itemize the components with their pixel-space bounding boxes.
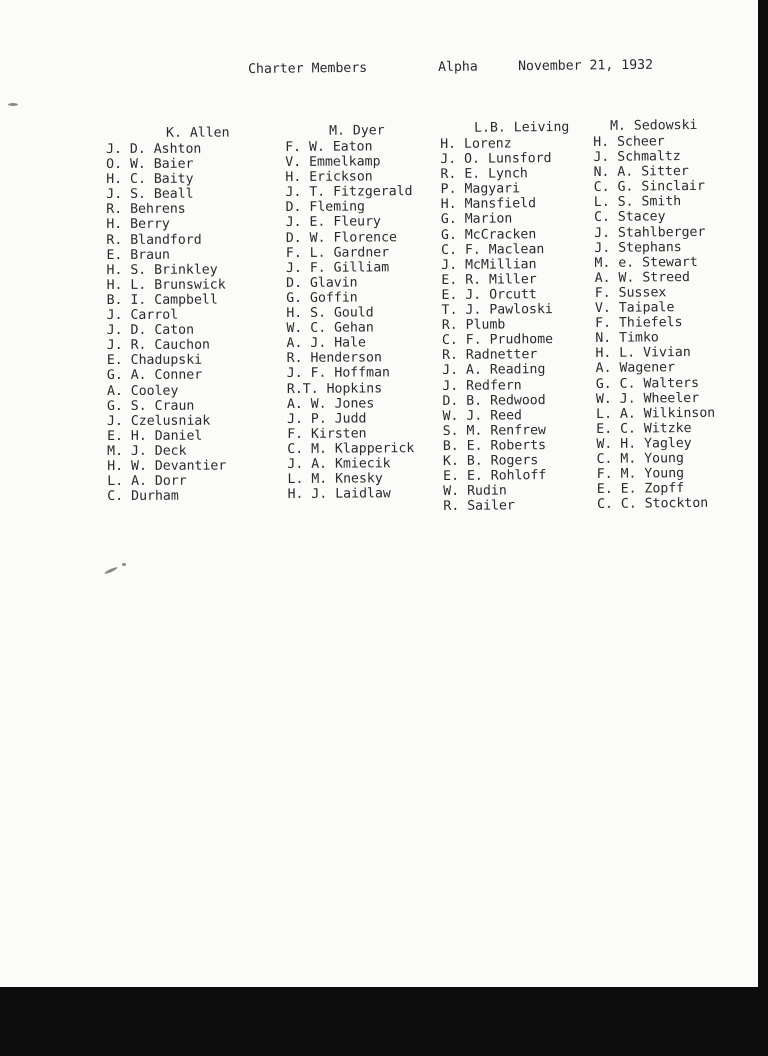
member-name: A. J. Hale <box>286 335 366 352</box>
member-name: H. Mansfield <box>440 196 537 213</box>
member-name: O. W. Baier <box>106 156 194 173</box>
member-name: R. Behrens <box>106 202 186 218</box>
chapter-name: Alpha <box>437 59 478 76</box>
member-name: T. J. Pawloski <box>441 302 553 319</box>
member-name: H. Scheer <box>593 134 665 150</box>
member-name: G. A. Conner <box>106 368 203 384</box>
member-name: R. E. Lynch <box>440 166 528 183</box>
member-column-3 <box>440 120 573 514</box>
member-name: E. E. Rohloff <box>443 468 547 485</box>
member-name: G. S. Craun <box>106 398 195 414</box>
member-name: R.T. Hopkins <box>286 380 383 397</box>
member-name: C. Durham <box>107 488 179 505</box>
member-name: H. L. Vivian <box>595 345 691 362</box>
member-name: H. W. Devantier <box>107 458 227 474</box>
paper-speck <box>122 563 126 566</box>
member-name: M. e. Stewart <box>594 254 698 271</box>
member-list <box>106 142 231 505</box>
member-list <box>440 136 573 514</box>
member-name: E. H. Daniel <box>107 428 203 444</box>
member-name: E. Braun <box>106 247 171 263</box>
member-name: H. J. Laidlaw <box>287 486 391 503</box>
member-name: R. Blandford <box>106 232 202 248</box>
member-name: C. G. Sinclair <box>593 179 705 196</box>
member-name: L. S. Smith <box>593 194 682 211</box>
member-name: H. Erickson <box>285 169 373 186</box>
member-name: H. L. Brunswick <box>106 277 226 293</box>
member-column-2 <box>285 123 415 502</box>
member-name: G. C. Walters <box>595 375 700 392</box>
member-name: H. C. Baity <box>106 171 194 188</box>
member-name: R. Plumb <box>441 317 506 334</box>
member-name: F. Sussex <box>594 285 667 301</box>
member-name: J. P. Judd <box>287 411 367 427</box>
paper-speck <box>8 103 18 106</box>
document-date: November 21, 1932 <box>517 57 654 75</box>
member-name: J. O. Lunsford <box>440 151 552 168</box>
member-name: H. Berry <box>106 217 170 233</box>
member-name: A. Cooley <box>106 383 179 399</box>
member-name: D. Glavin <box>286 275 358 291</box>
member-name: D. Fleming <box>285 199 366 216</box>
member-name: B. I. Campbell <box>106 292 218 308</box>
member-name: R. Henderson <box>286 350 382 367</box>
member-name: C. M. Young <box>596 451 684 467</box>
member-name: J. Czelusniak <box>107 413 211 429</box>
member-name: S. M. Renfrew <box>442 422 546 439</box>
member-name: J. Stahlberger <box>594 224 706 241</box>
member-name: H. S. Gould <box>286 305 374 322</box>
member-name: A. Wagener <box>595 360 676 377</box>
member-name: D. B. Redwood <box>442 392 546 409</box>
member-name: E. Chadupski <box>106 352 203 369</box>
member-name: F. Kirsten <box>287 426 367 442</box>
member-name: J. D. Ashton <box>106 141 202 157</box>
member-name: M. J. Deck <box>107 443 187 459</box>
member-name: G. McCracken <box>440 226 537 243</box>
member-name: J. R. Cauchon <box>106 337 211 354</box>
member-name: A. W. Jones <box>286 395 375 412</box>
member-list <box>593 134 716 513</box>
member-list <box>285 139 415 502</box>
member-name: J. F. Gilliam <box>285 260 390 276</box>
member-name: C. F. Maclean <box>441 241 545 258</box>
member-column-4 <box>593 118 716 513</box>
member-name: W. H. Yagley <box>596 435 692 452</box>
member-name: F. Thiefels <box>595 315 683 332</box>
member-name: F. M. Young <box>596 466 685 483</box>
member-name: L. A. Wilkinson <box>596 405 716 422</box>
member-name: G. Goffin <box>286 290 358 306</box>
member-name: W. Rudin <box>443 483 507 500</box>
member-name: J. Stephans <box>594 239 682 256</box>
member-name: J. Schmaltz <box>593 149 681 166</box>
member-name: J. F. Hoffman <box>286 365 391 382</box>
member-name: V. Emmelkamp <box>285 154 381 171</box>
column-heading: L.B. Leiving <box>473 119 570 136</box>
member-name: E. C. Witzke <box>596 420 692 437</box>
member-name: H. S. Brinkley <box>106 262 218 278</box>
column-heading: M. Sedowski <box>609 117 698 134</box>
member-name: R. Radnetter <box>441 347 538 364</box>
member-name: B. E. Roberts <box>442 437 547 454</box>
member-name: D. W. Florence <box>285 229 398 246</box>
member-name: R. Sailer <box>443 498 515 515</box>
member-name: E. R. Miller <box>441 272 537 288</box>
member-name: L. A. Dorr <box>107 473 187 490</box>
member-name: C. C. Stockton <box>596 496 709 513</box>
member-name: J. T. Fitzgerald <box>285 184 413 201</box>
member-name: J. D. Caton <box>106 322 195 339</box>
member-name: W. J. Wheeler <box>595 390 700 407</box>
paper-speck <box>104 566 118 575</box>
member-name: L. M. Knesky <box>287 471 383 488</box>
member-name: H. Lorenz <box>440 136 512 152</box>
member-name: C. F. Prudhome <box>441 332 554 349</box>
member-name: P. Magyari <box>440 181 521 198</box>
member-name: J. Carrol <box>106 307 179 324</box>
document-title: Charter Members <box>248 60 368 77</box>
member-name: E. J. Orcutt <box>441 287 537 303</box>
member-name: C. Stacey <box>593 209 666 226</box>
member-name: A. W. Streed <box>594 269 691 286</box>
member-name: E. E. Zopff <box>596 481 685 498</box>
member-name: V. Taipale <box>594 300 675 317</box>
member-name: C. M. Klapperick <box>287 440 415 457</box>
column-heading: K. Allen <box>165 125 230 141</box>
member-name: J. A. Reading <box>442 362 546 379</box>
scan-border <box>0 987 768 1056</box>
column-heading: M. Dyer <box>328 123 385 139</box>
member-name: G. Marion <box>440 211 513 228</box>
member-name: W. C. Gehan <box>286 320 374 337</box>
member-column-1 <box>106 126 231 505</box>
member-name: F. W. Eaton <box>285 139 373 155</box>
member-name: J. A. Kmiecik <box>287 456 391 472</box>
member-name: J. McMillian <box>441 256 537 273</box>
member-name: K. B. Rogers <box>442 453 539 469</box>
member-name: J. Redfern <box>442 377 522 394</box>
member-name: N. A. Sitter <box>593 164 689 181</box>
member-name: N. Timko <box>595 330 659 347</box>
member-name: F. L. Gardner <box>285 244 390 261</box>
member-name: J. S. Beall <box>106 186 194 203</box>
member-name: J. E. Fleury <box>285 214 382 231</box>
member-name: W. J. Reed <box>442 407 523 424</box>
